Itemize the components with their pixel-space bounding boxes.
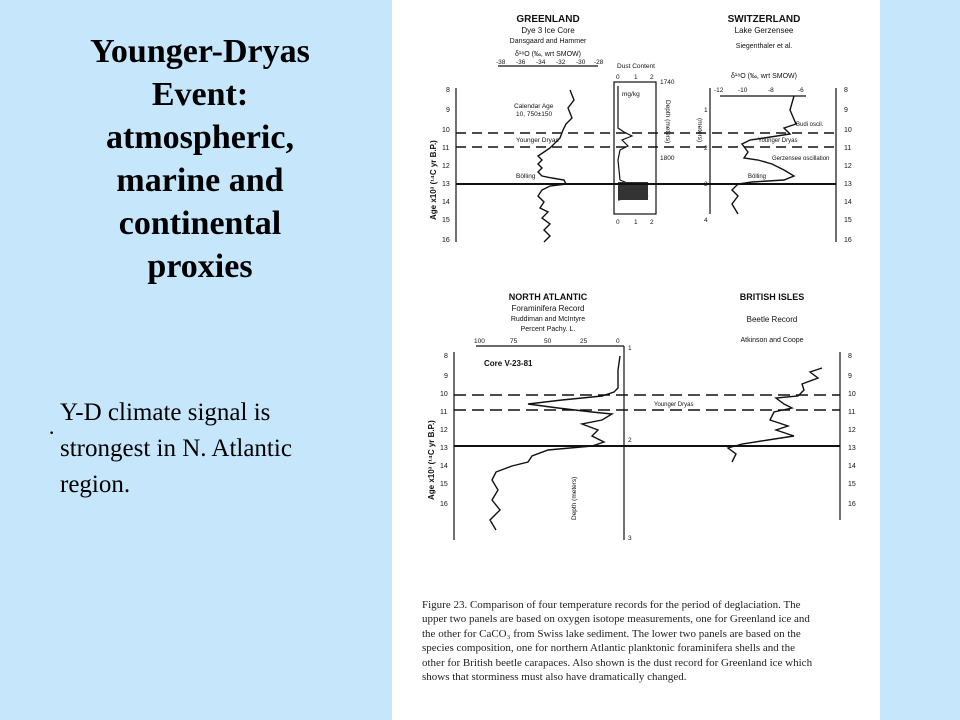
age-tick: 13 [848,445,856,452]
age-ticks-lower-right [848,353,856,508]
swiss-sub2: Siegenthaler et al. [735,43,793,50]
age-tick: 9 [446,107,450,114]
swiss-label-yd: Younger Dryas [758,138,798,144]
atlantic-sub1: Foraminifera Record [511,304,585,313]
slide-body-text [60,395,370,503]
age-tick: 12 [848,427,856,434]
caption-line: the other for CaCO₃ from Swiss lake sediment. The lower two panels are based on the [422,627,801,640]
atlantic-core-label: Core V-23-81 [484,359,533,368]
age-tick: 14 [442,199,450,206]
atlantic-depth-tick: 1 [628,345,632,352]
atlantic-ticks [474,338,620,345]
age-tick: 12 [440,427,448,434]
swiss-label-budi: Budi oscil. [796,122,824,128]
age-tick: 10 [848,391,856,398]
atlantic-tick: 25 [580,338,588,345]
british-sub2: Atkinson and Coope [740,337,804,344]
greenland-label-yd: Younger Dryas [516,137,559,144]
swiss-label-gerzensee: Gerzensee oscillation [772,156,830,162]
title-line: Event: [151,76,249,113]
dust-unit: mg/kg [622,91,640,98]
atlantic-tick: 75 [510,338,518,345]
body-line: Y-D climate signal is [60,399,271,426]
age-tick: 15 [848,481,856,488]
age-tick: 15 [844,217,852,224]
figure-caption [422,598,872,684]
age-tick: 9 [848,373,852,380]
title-line: continental [118,205,282,242]
body-line: strongest in N. Atlantic [60,435,292,462]
greenland-ticks [496,59,604,66]
atlantic-sub2: Ruddiman and McIntyre [510,316,586,323]
greenland-label-age: 10, 750±150 [516,111,553,118]
age-ticks-upper-left [442,87,450,244]
greenland-sub2: Dansgaard and Hammer [509,38,587,45]
dust-bottom-tick: 0 [616,219,620,226]
atlantic-depth-label: Depth (meters) [571,476,578,520]
age-tick: 14 [844,199,852,206]
age-tick: 12 [844,163,852,170]
age-tick: 9 [444,373,448,380]
age-tick: 10 [440,391,448,398]
age-tick: 13 [442,181,450,188]
title-line: marine and [116,162,284,199]
dust-top-tick: 1 [634,74,638,81]
title-line: atmospheric, [106,119,294,156]
atlantic-tick: 0 [616,338,620,345]
dust-top-tick: 2 [650,74,654,81]
age-tick: 16 [440,501,448,508]
title-line: Younger-Dryas [90,33,310,70]
greenland-tick: -32 [556,59,566,66]
dust-depth-label: Depth (meters) [664,100,671,144]
swiss-tick: -10 [738,87,748,94]
greenland-tick: -36 [516,59,526,66]
age-tick: 16 [848,501,856,508]
swiss-depth-label: (meters) [696,118,703,143]
british-title: BRITISH ISLES [739,292,805,302]
age-tick: 15 [440,481,448,488]
age-tick: 8 [844,87,848,94]
swiss-isotope-curve [732,96,796,214]
age-tick: 14 [848,463,856,470]
bullet-dot: · [48,420,56,445]
caption-line: shows that storminess must also have dramatically changed. [422,671,687,684]
swiss-tick: -8 [768,87,774,94]
swiss-label-bolling: Bölling [748,174,767,180]
caption-line: species composition, one for northern Atlantic planktonic foraminifera shells and the [422,642,795,655]
age-tick: 10 [844,127,852,134]
age-tick: 8 [446,87,450,94]
age-tick: 13 [440,445,448,452]
caption-line: Figure 23. Comparison of four temperature records for the period of deglaciation. The [422,599,801,611]
greenland-tick: -38 [496,59,506,66]
atlantic-title: NORTH ATLANTIC [508,292,588,302]
age-tick: 11 [848,409,856,416]
age-tick: 15 [442,217,450,224]
dust-depth-tick: 1740 [660,79,675,86]
dust-depth-tick: 1800 [660,155,675,162]
slide-title [40,30,360,288]
atlantic-depth-tick: 3 [628,535,632,542]
greenland-axis-label: δ¹⁸O (‰, wrt SMOW) [515,51,581,58]
atlantic-foram-curve [490,356,620,530]
figure-panels [392,0,880,600]
age-tick: 11 [440,409,448,416]
atlantic-tick: 100 [474,338,485,345]
caption-line: upper two panels are based on oxygen isotope measurements, one for Greenland ice and [422,613,810,626]
swiss-ticks [714,87,804,94]
swiss-tick: -6 [798,87,804,94]
caption-line: other for British beetle carapaces. Also shown is the dust record for Greenland ice which [422,656,813,669]
age-tick: 12 [442,163,450,170]
swiss-depth-tick: 3 [704,181,708,188]
body-line: region. [60,471,131,498]
age-tick: 16 [442,237,450,244]
swiss-depth-tick: 1 [704,107,708,114]
swiss-title: SWITZERLAND [727,14,801,25]
age-tick: 11 [844,145,852,152]
greenland-tick: -30 [576,59,586,66]
british-sub1: Beetle Record [746,315,798,324]
swiss-tick: -12 [714,87,724,94]
dust-bottom-tick: 1 [634,219,638,226]
age-tick: 13 [844,181,852,188]
age-tick: 8 [444,353,448,360]
age-tick: 14 [440,463,448,470]
age-tick: 11 [442,145,450,152]
dust-title: Dust Content [617,63,655,70]
age-ticks-lower-left [440,353,448,508]
swiss-depth-tick: 4 [704,217,708,224]
dust-bottom-tick: 2 [650,219,654,226]
age-axis-label-upper: Age x10³ (¹⁴C yr B.P.) [429,140,438,220]
british-beetle-curve [728,368,822,462]
figure-scan [392,0,880,720]
age-tick: 9 [844,107,848,114]
age-ticks-upper-right [844,87,852,244]
greenland-title: GREENLAND [516,14,580,25]
age-axis-label-lower: Age x10³ (¹⁴C yr B.P.) [427,420,436,500]
age-tick: 10 [442,127,450,134]
greenland-label-calendar: Calendar Age [514,103,554,110]
atlantic-depth-tick: 2 [628,437,632,444]
swiss-depth-tick: 2 [704,145,708,152]
atlantic-sub3: Percent Pachy. L. [520,326,576,333]
greenland-tick: -28 [594,59,604,66]
age-tick: 8 [848,353,852,360]
swiss-axis-label: δ¹⁸O (‰, wrt SMOW) [731,73,797,80]
greenland-sub1: Dye 3 Ice Core [521,26,575,35]
title-line: proxies [147,248,253,285]
greenland-tick: -34 [536,59,546,66]
age-tick: 16 [844,237,852,244]
atlantic-tick: 50 [544,338,552,345]
dust-top-tick: 0 [616,74,620,81]
british-label-yd: Younger Dryas [654,402,694,408]
swiss-sub1: Lake Gerzensee [734,26,794,35]
greenland-label-bolling: Bölling [516,173,536,180]
